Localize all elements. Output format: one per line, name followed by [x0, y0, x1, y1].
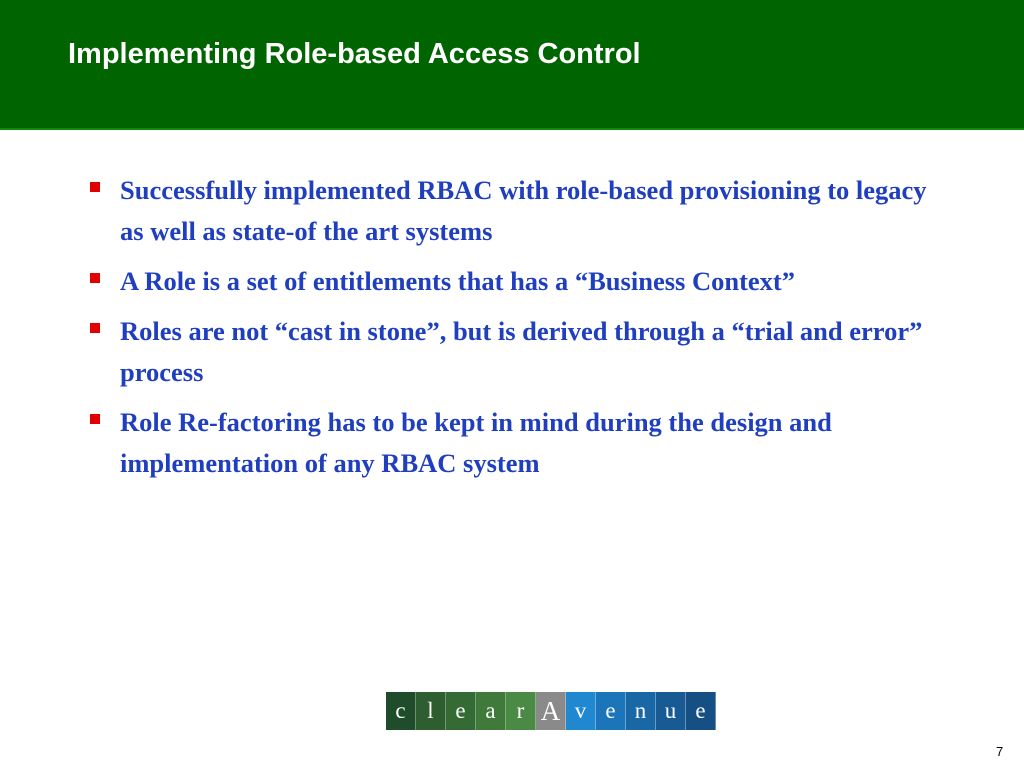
- logo-letter: e: [446, 692, 476, 730]
- bullet-item: [90, 261, 950, 302]
- bullet-text: A Role is a set of entitlements that has a “Business Context”: [120, 266, 795, 296]
- logo-letter: v: [566, 692, 596, 730]
- logo-letter: l: [416, 692, 446, 730]
- bullet-text: Role Re-factoring has to be kept in mind during the design and implementation of any RBAC system: [120, 407, 832, 478]
- page-number: 7: [996, 744, 1004, 759]
- logo-letter: c: [386, 692, 416, 730]
- bullet-item: [90, 311, 950, 393]
- logo-letter: r: [506, 692, 536, 730]
- logo-letter: u: [656, 692, 686, 730]
- bullet-list: [90, 170, 950, 493]
- square-bullet-icon: [90, 323, 100, 333]
- logo-letter: a: [476, 692, 506, 730]
- slide-title: Implementing Role-based Access Control: [68, 38, 641, 70]
- square-bullet-icon: [90, 273, 100, 283]
- logo-letter: e: [596, 692, 626, 730]
- logo-letter: A: [536, 692, 566, 730]
- square-bullet-icon: [90, 182, 100, 192]
- title-bar: [0, 0, 1024, 130]
- logo-letter: n: [626, 692, 656, 730]
- square-bullet-icon: [90, 414, 100, 424]
- logo-letter: e: [686, 692, 716, 730]
- clearavenue-logo: [386, 692, 716, 730]
- bullet-item: [90, 170, 950, 252]
- bullet-text: Successfully implemented RBAC with role-based provisioning to legacy as well as state-of the art systems: [120, 175, 927, 246]
- bullet-item: [90, 402, 950, 484]
- bullet-text: Roles are not “cast in stone”, but is derived through a “trial and error” process: [120, 316, 923, 387]
